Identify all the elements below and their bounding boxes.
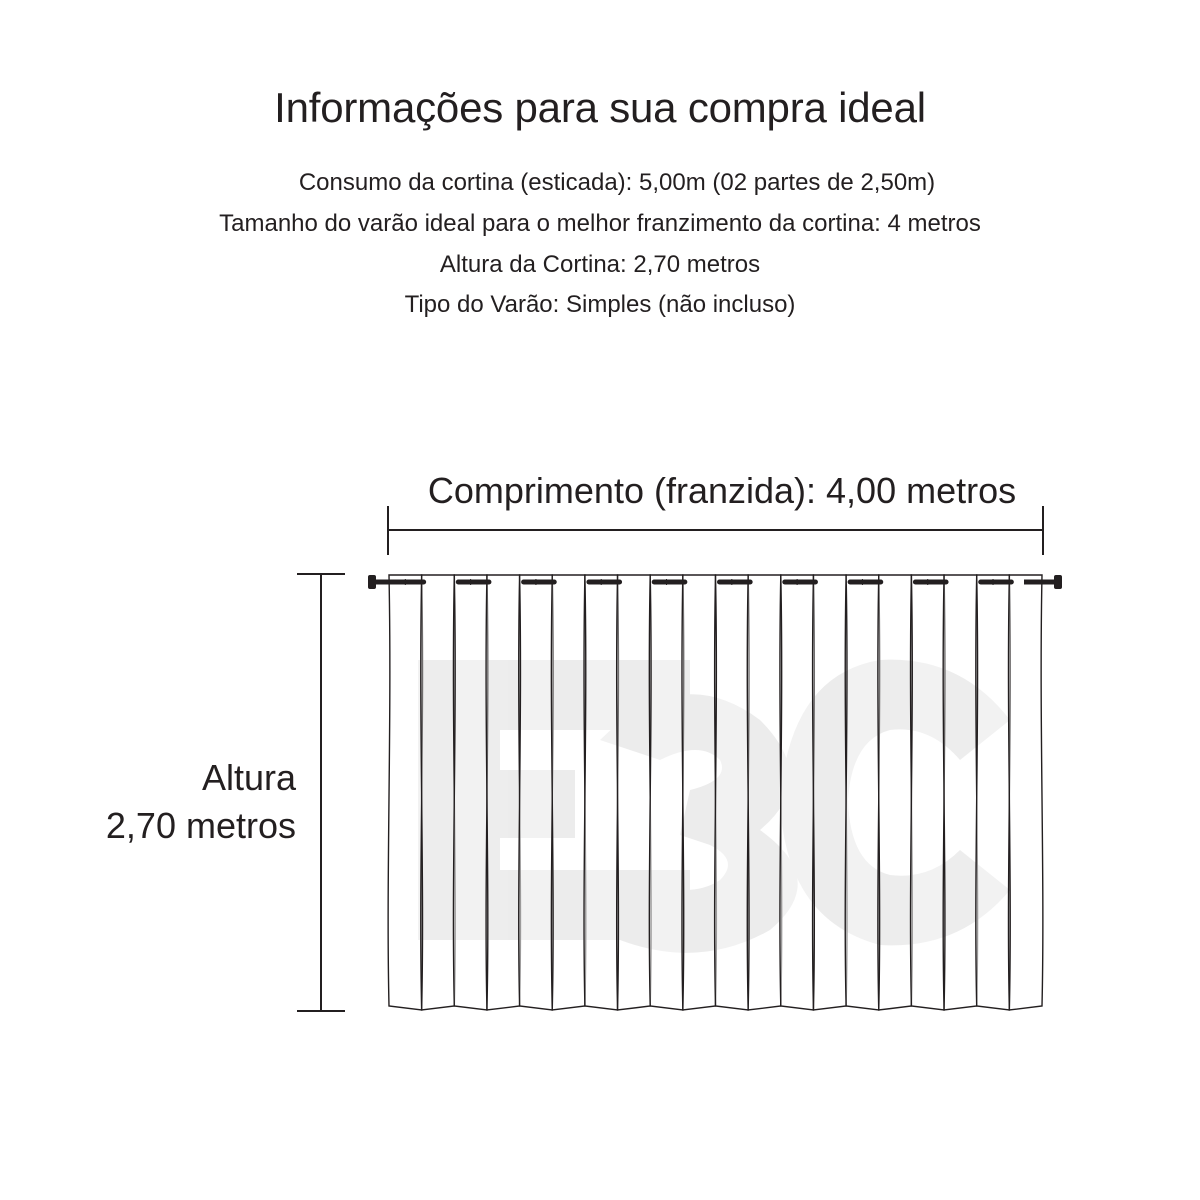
curtain-pleat xyxy=(453,575,487,1010)
curtain-pleat xyxy=(878,575,912,1010)
curtain-pleat xyxy=(584,575,618,1010)
curtain-pleat xyxy=(943,575,977,1010)
curtain-pleat xyxy=(780,575,814,1010)
curtain-pleat xyxy=(388,575,422,1010)
curtain-pleat xyxy=(911,575,945,1010)
height-label-title: Altura xyxy=(201,757,296,798)
curtain-pleat xyxy=(845,575,879,1010)
curtain-pleat xyxy=(649,575,683,1010)
curtain-panels xyxy=(388,575,1043,1010)
curtain-pleat xyxy=(682,575,716,1010)
info-rod-size: Tamanho do varão ideal para o melhor franzimento da cortina: 4 metros xyxy=(219,210,981,237)
curtain-pleat xyxy=(519,575,553,1010)
curtain-pleat xyxy=(551,575,585,1010)
curtain-pleat xyxy=(1008,575,1042,1010)
curtain-pleat xyxy=(747,575,781,1010)
curtain-pleat xyxy=(617,575,651,1010)
curtain-pleat xyxy=(715,575,749,1010)
curtain-pleat xyxy=(976,575,1010,1010)
page-title: Informações para sua compra ideal xyxy=(274,84,926,131)
curtain-pleat xyxy=(813,575,847,1010)
height-label-value: 2,70 metros xyxy=(105,805,296,846)
curtain-pleat xyxy=(421,575,455,1010)
info-curtain-height: Altura da Cortina: 2,70 metros xyxy=(439,251,761,278)
info-rod-type: Tipo do Varão: Simples (não incluso) xyxy=(404,291,796,318)
length-label: Comprimento (franzida): 4,00 metros xyxy=(427,470,1017,511)
info-consumption: Consumo da cortina (esticada): 5,00m (02 partes de 2,50m) xyxy=(298,169,936,196)
curtain-pleat xyxy=(486,575,520,1010)
